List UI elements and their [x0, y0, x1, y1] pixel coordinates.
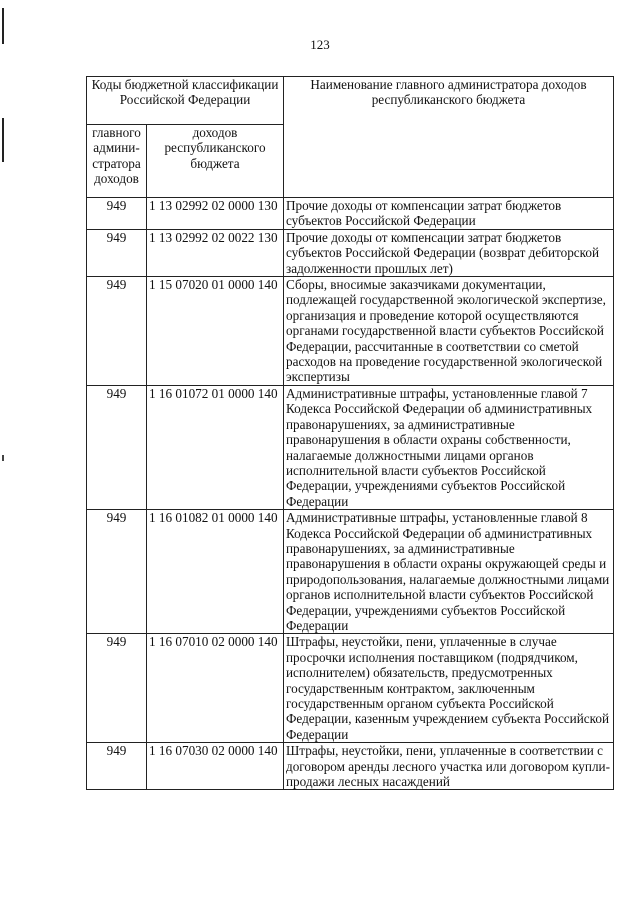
- margin-scan-mark: [2, 455, 4, 461]
- income-name-cell: Прочие доходы от компенсации затрат бюджетов субъектов Российской Федерации (возврат дебиторской задолженности прошлых лет): [284, 229, 614, 276]
- admin-code-cell: 949: [87, 229, 147, 276]
- header-republican-budget-income: доходов республиканского бюджета: [147, 125, 284, 198]
- income-name-cell: Штрафы, неустойки, пени, уплаченные в случае просрочки исполнения поставщиком (подрядчиком, исполнителем) обязательств, предусмотренных государственным контрактом, заключенным государственным органом субъекта Российской Федерации, казенным учреждением субъекта Российской Федерации: [284, 634, 614, 743]
- table-row: [87, 277, 614, 386]
- income-name-cell: Административные штрафы, установленные главой 7 Кодекса Российской Федерации об административных правонарушениях, за административные правонарушения в области охраны собственности, налагаемые должностными лицами органов исполнительной власти субъектов Российской Федерации, учреждениями субъектов Российской Федерации: [284, 385, 614, 509]
- admin-code-cell: 949: [87, 510, 147, 634]
- income-name-cell: Административные штрафы, установленные главой 8 Кодекса Российской Федерации об административных правонарушениях, за административные правонарушения в области охраны окружающей среды и природопользования, налагаемые должностными лицами органов исполнительной власти субъектов Российской Федерации, учреждениями субъектов Российской Федерации: [284, 510, 614, 634]
- income-name-cell: Прочие доходы от компенсации затрат бюджетов субъектов Российской Федерации: [284, 198, 614, 230]
- budget-codes-table: [86, 76, 614, 790]
- table-row: [87, 743, 614, 790]
- table-row: [87, 198, 614, 230]
- admin-code-cell: 949: [87, 198, 147, 230]
- table-row: [87, 510, 614, 634]
- margin-scan-line: [2, 118, 4, 162]
- table-header-row: [87, 77, 614, 125]
- header-administrator-name: Наименование главного администратора доходов республиканского бюджета: [284, 77, 614, 198]
- header-main-administrator: главного админи-стратора доходов: [87, 125, 147, 198]
- income-code-cell: 1 16 07010 02 0000 140: [147, 634, 284, 743]
- table-row: [87, 385, 614, 509]
- table-row: [87, 634, 614, 743]
- income-code-cell: 1 13 02992 02 0022 130: [147, 229, 284, 276]
- income-code-cell: 1 15 07020 01 0000 140: [147, 277, 284, 386]
- admin-code-cell: 949: [87, 385, 147, 509]
- admin-code-cell: 949: [87, 634, 147, 743]
- header-budget-classification-codes: Коды бюджетной классификации Российской Федерации: [87, 77, 284, 125]
- admin-code-cell: 949: [87, 743, 147, 790]
- page-number: 123: [310, 37, 330, 52]
- income-code-cell: 1 16 07030 02 0000 140: [147, 743, 284, 790]
- admin-code-cell: 949: [87, 277, 147, 386]
- income-code-cell: 1 16 01072 01 0000 140: [147, 385, 284, 509]
- income-name-cell: Сборы, вносимые заказчиками документации, подлежащей государственной экологической экспертизе, организация и проведение которой осуществляются органами государственной власти субъектов Российской Федерации, рассчитанные в соответствии со сметой расходов на проведение государственной экологической экспертизы: [284, 277, 614, 386]
- income-code-cell: 1 13 02992 02 0000 130: [147, 198, 284, 230]
- income-code-cell: 1 16 01082 01 0000 140: [147, 510, 284, 634]
- income-name-cell: Штрафы, неустойки, пени, уплаченные в соответствии с договором аренды лесного участка или договором купли-продажи лесных насаждений: [284, 743, 614, 790]
- table-row: [87, 229, 614, 276]
